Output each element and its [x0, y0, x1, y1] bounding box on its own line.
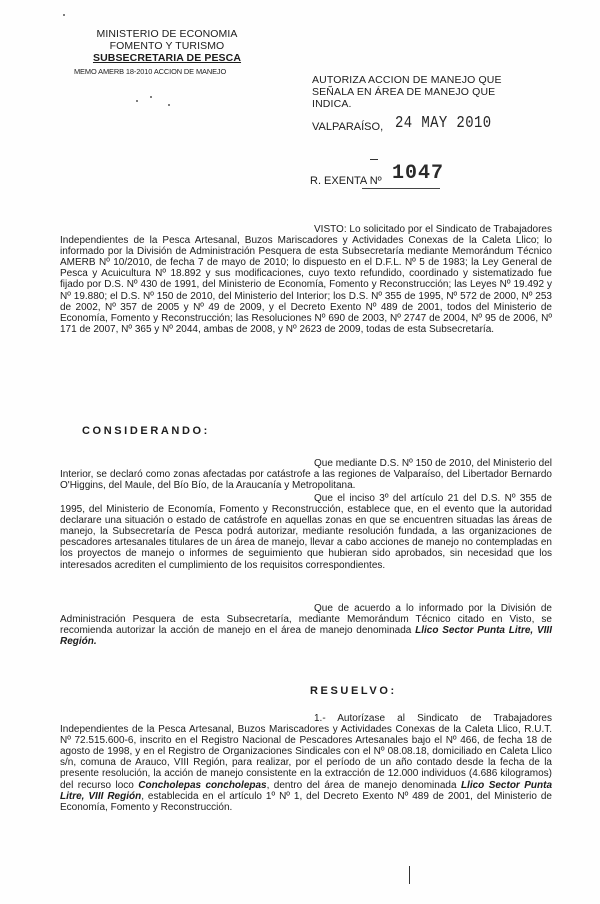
scan-speck [168, 104, 170, 106]
resolution-underline [362, 188, 440, 189]
considerando-paragraph-2 [60, 493, 552, 571]
scan-speck [136, 100, 138, 102]
visto-paragraph [60, 224, 552, 335]
scan-speck [150, 96, 152, 98]
scan-speck [63, 14, 65, 16]
dash-mark [370, 159, 378, 160]
resolution-number: 1047 [392, 162, 445, 185]
area-name: Llico Sector Punta Litre, VIII Región [60, 779, 553, 802]
considerando-heading: CONSIDERANDO: [82, 425, 210, 437]
ministry-name: MINISTERIO DE ECONOMIA [96, 28, 238, 40]
considerando-paragraph-3 [60, 603, 552, 647]
resuelvo-heading: RESUELVO: [310, 685, 397, 697]
resuelvo-text-2: , dentro del área de manejo denominada [266, 779, 461, 791]
considerando-text-2: Que el inciso 3º del artículo 21 del D.S. Nº 355 de 1995, del Ministerio de Economía, Fomento y Reconstrucción, establece que, en el evento que la autoridad declarare una situación o estado de catástrofe en aquellas zonas en que se encuentren situadas las áreas de manejo, la Subsecretaría de Pesca podrá autorizar, mediante resolución fundada, a las organizaciones de pescadores artesanales titulares de un área de manejo, llevar a cabo acciones de manejo no contempladas en los proyectos de manejo o informes de seguimiento que hubieran sido aprobados, sin necesidad que los interesados acrediten el cumplimiento de los requisitos correspondientes. [60, 493, 552, 571]
considerando-text-1: Que mediante D.S. Nº 150 de 2010, del Ministerio del Interior, se declaró como zonas afectadas por catástrofe a las regiones de Valparaíso, del Libertador Bernardo O'Higgins, del Maule, del Bío Bío, de la Araucanía y Metropolitana. [60, 458, 552, 492]
date-stamp: 24 MAY 2010 [395, 114, 492, 133]
considerando-area-name: Llico Sector Punta Litre, VIII Región. [60, 625, 552, 648]
considerando-text-3: Que de acuerdo a lo informado por la División de Administración Pesquera de esta Subsecretaría, mediante Memorándum Técnico citado en Visto, se recomienda autorizar la acción de manejo en el área de manejo denominada [60, 603, 552, 637]
considerando-paragraph-1 [60, 458, 552, 491]
resolution-subject: AUTORIZA ACCION DE MANEJO QUE SEÑALA EN ÁREA DE MANEJO QUE INDICA. [312, 74, 502, 110]
subsecretaria-name: SUBSECRETARIA DE PESCA [92, 52, 242, 64]
resuelvo-text-3: , establecida en el artículo 1º Nº 1, del Decreto Exento Nº 489 de 2001, del Ministerio de Economía, Fomento y Reconstrucción. [60, 790, 552, 813]
visto-text: Lo solicitado por el Sindicato de Trabajadores Independientes de la Pesca Artesanal, Buzos Mariscadores y Actividades Conexas de la Caleta Llico; lo informado por la División de Administración Pesquera de esta Subsecretaría mediante Memorándum Técnico AMERB Nº 10/2010, de fecha 7 de mayo de 2010; lo dispuesto en el D.F.L. Nº 5 de 1983; la Ley General de Pesca y Acuicultura Nº 18.892 y sus modificaciones, cuyo texto refundido, coordinado y sistematizado fue fijado por D.S. Nº 430 de 1991, del Ministerio de Economía, Fomento y Reconstrucción; las Leyes Nº 19.492 y Nº 19.880; el D.S. Nº 150 de 2010, del Ministerio del Interior; los D.S. Nº 355 de 1995, Nº 572 de 2000, Nº 253 de 2002, Nº 357 de 2005 y Nº 49 de 2009, y el Decreto Exento Nº 489 de 2001, todos del Ministerio de Economía, Fomento y Reconstrucción; las Resoluciones Nº 690 de 2003, Nº 2747 de 2004, Nº 95 de 2006, Nº 171 de 2007, Nº 365 y Nº 2044, ambas de 2008, y Nº 2623 de 2009, todas de esta Subsecretaría. [60, 224, 552, 335]
visto-label: VISTO: [314, 224, 347, 235]
resolution-label: R. EXENTA Nº [310, 175, 382, 187]
ministry-sector: FOMENTO Y TURISMO [109, 40, 225, 52]
resuelvo-text-1: 1.- Autorízase al Sindicato de Trabajadores Independientes de la Pesca Artesanal, Buzos Mariscadores y Actividades Conexas de la Caleta Llico, R.U.T. Nº 72.515.600-6, inscrito en el Registro Nacional de Pescadores Artesanales bajo el Nº 466, de fecha 18 de agosto de 1998, y en el Registro de Organizaciones Sindicales con el Nº 08.08.18, domiciliado en Caleta Llico s/n, comuna de Arauco, VIII Región, para realizar, por el período de un año contado desde la fecha de la presente resolución, la acción de manejo consistente en la extracción de 12.000 individuos (4.686 kilogramos) del recurso loco [60, 713, 552, 791]
scan-mark [409, 866, 410, 884]
place-label: VALPARAÍSO, [312, 121, 384, 133]
memo-reference: MEMO AMERB 18-2010 ACCION DE MANEJO [74, 67, 227, 76]
species-name: Concholepas concholepas [138, 779, 267, 791]
resuelvo-paragraph-1 [60, 713, 552, 813]
letterhead [72, 28, 262, 64]
